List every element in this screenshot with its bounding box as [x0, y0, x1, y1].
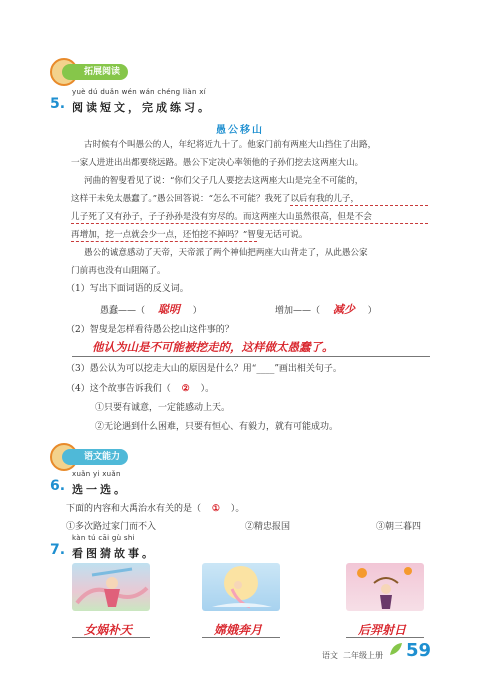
section-badge-label: 拓展阅读	[84, 67, 121, 77]
answer-line	[72, 637, 150, 638]
q5-title: 阅读短文，完成练习。	[72, 101, 212, 114]
underline-mark	[290, 205, 428, 206]
story-line-3: 河曲的智叟看见了说：“你们父子几人要挖去这两座大山是完全不可能的，	[84, 176, 364, 186]
q5-sub2-prompt: （2）智叟是怎样看待愚公挖山这件事的？	[66, 325, 234, 335]
illustration-houyi	[346, 563, 424, 611]
story-line-5: 儿子死了又有孙子，子子孙孙是没有穷尽的。而这两座大山虽然很高，但是不会	[71, 212, 372, 222]
q5-sub2-answer: 他认为山是不可能被挖走的，这样做太愚蠢了。	[92, 340, 334, 354]
q5-sub1-prompt: （1）写出下面词语的反义词。	[66, 284, 189, 294]
story-line-6: 再增加，挖一点就会少一点，还怕挖不掉吗？”智叟无话可说。	[71, 230, 308, 240]
answer-line	[346, 637, 424, 638]
q6-option-2: ②精忠报国	[245, 522, 291, 532]
q7-pinyin: kàn tú cāi gù shi	[72, 534, 135, 542]
q6-answer: ①	[211, 504, 220, 514]
q6-pinyin: xuǎn yi xuǎn	[72, 470, 121, 478]
story-title: 愚公移山	[216, 125, 264, 136]
q5-sub3-prompt: （3）愚公认为可以挖走大山的原因是什么？用“____”画出相关句子。	[66, 364, 342, 374]
section-badge-label: 语文能力	[84, 452, 121, 462]
footer-subject: 语文	[322, 651, 338, 660]
q7-answer-3: 后羿射日	[358, 623, 407, 637]
answer-line	[72, 356, 430, 357]
story-line-8: 门前再也没有山阻隔了。	[71, 266, 166, 276]
antonym-answer-1: 聪明	[157, 303, 180, 316]
antonym-word-1: 愚蠢——（	[100, 306, 146, 316]
story-line-2: 一家人进进出出都要绕远路。愚公下定决心率领他的子孙们挖去这两座大山。	[71, 158, 364, 168]
q5-sub4-option-2: ②无论遇到什么困难，只要有恒心、有毅力，就有可能成功。	[95, 422, 339, 432]
section-badge-language-ability	[62, 449, 128, 465]
antonym-pair-1: 愚蠢——（ 聪明 ）	[100, 303, 202, 316]
q6-option-3: ③朝三暮四	[376, 522, 422, 532]
footer-grade: 二年级上册	[343, 651, 383, 660]
q5-sub4-prompt: （4）这个故事告诉我们（ ② ）。	[66, 384, 215, 394]
section-badge-extended-reading	[62, 64, 128, 80]
q6-title: 选一选。	[72, 483, 128, 496]
q6-prompt: 下面的内容和大禹治水有关的是（ ① ）。	[66, 504, 245, 514]
antonym-word-2: 增加——（	[275, 306, 321, 316]
story-line-4: 这样干未免太愚蠢了。”愚公回答说：“怎么不可能？我死了以后有我的儿子，	[71, 194, 360, 204]
underline-mark	[71, 241, 257, 242]
q5-number: 5.	[50, 96, 66, 112]
illustration-nuwa	[72, 563, 150, 611]
q5-pinyin: yuè dú duǎn wén wán chéng liàn xí	[72, 88, 206, 96]
antonym-pair-2: 增加——（ 减少 ）	[275, 303, 377, 316]
page-number: 59	[406, 640, 432, 661]
q7-title: 看图猜故事。	[72, 547, 156, 560]
q5-sub4-option-1: ①只要有诚意，一定能感动上天。	[95, 403, 231, 413]
q7-answer-2: 嫦娥奔月	[214, 623, 263, 637]
answer-line	[202, 637, 280, 638]
q7-number: 7.	[50, 542, 66, 558]
story-line-7: 愚公的诚意感动了天帝，天帝派了两个神仙把两座大山背走了，从此愚公家	[84, 248, 368, 258]
q6-number: 6.	[50, 478, 66, 494]
q5-sub4-answer: ②	[181, 384, 190, 394]
q6-option-1: ①多次路过家门而不入	[66, 522, 157, 532]
illustration-change	[202, 563, 280, 611]
antonym-answer-2: 减少	[332, 303, 355, 316]
q7-answer-1: 女娲补天	[84, 623, 133, 637]
underline-mark	[71, 223, 428, 224]
story-line-1: 古时候有个叫愚公的人，年纪将近九十了。他家门前有两座大山挡住了出路，	[84, 140, 377, 150]
leaf-icon	[388, 641, 404, 657]
